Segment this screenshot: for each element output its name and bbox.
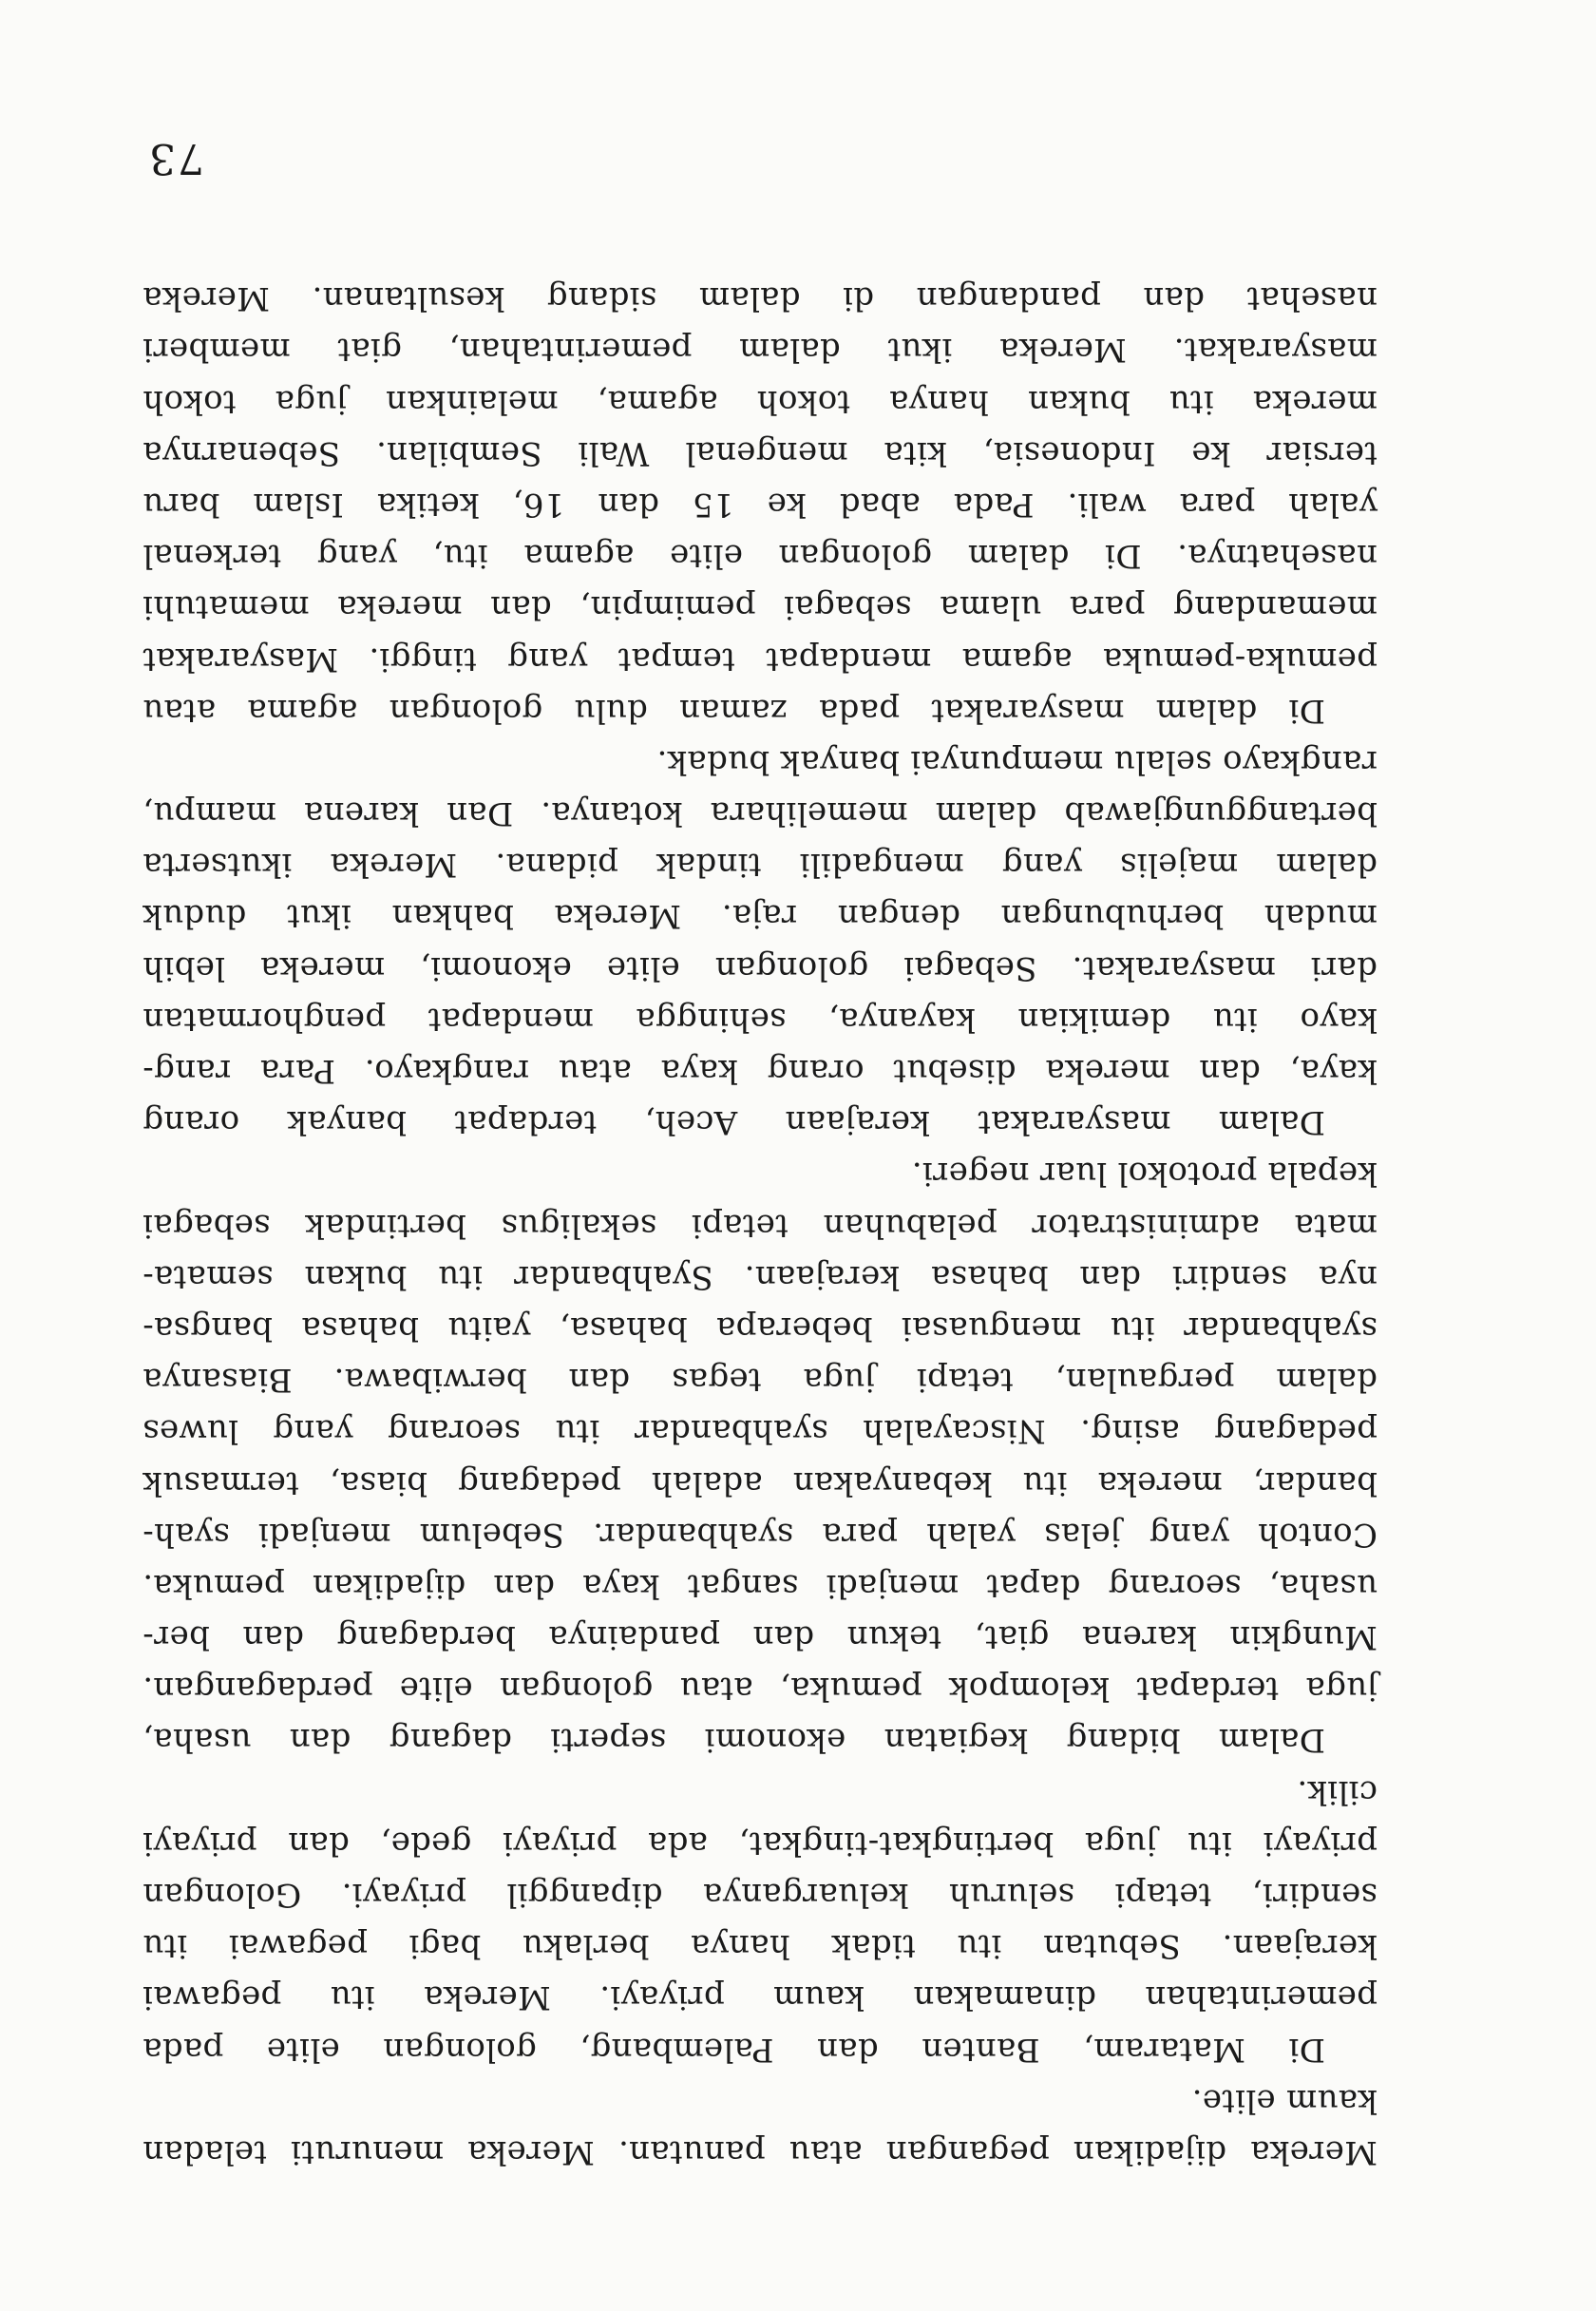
text-line: sendiri, tetapi seluruh keluarganya dipanggil priyayi. Golongan — [142, 1876, 1378, 1915]
text-line: tersiar ke Indonesia, kita mengenal Wali Sembilan. Sebenarnya — [142, 433, 1378, 472]
text-line: nasehat dan pandangan di dalam sidang kesultanan. Mereka — [142, 279, 1378, 318]
text-line: bertanggungjawab dalam memelihara kotanya. Dan karena mampu, — [142, 794, 1378, 833]
page-number: 73 — [147, 134, 204, 182]
text-line: Di Mataram, Banten dan Palembang, golongan elite pada — [142, 2030, 1325, 2069]
text-line: kaum elite. — [1191, 2081, 1378, 2120]
text-line: kerajaan. Sebutan itu tidak hanya berlaku bagi pegawai itu — [142, 1927, 1378, 1966]
text-line: juga terdapat kelompok pemuka, atau golongan elite perdagangan. — [142, 1670, 1378, 1709]
body-text — [142, 273, 1378, 2178]
text-line: rangkayo selalu mempunyai banyak budak. — [656, 742, 1378, 781]
text-line: priyayi itu juga bertingkat-tingkat, ada priyayi gede, dan priyayi — [142, 1824, 1378, 1862]
text-line: kepala protokol luar negeri. — [911, 1155, 1378, 1194]
text-line: nasehatnya. Di dalam golongan elite agama itu, yang terkenal — [142, 537, 1378, 576]
text-line: mereka itu bukan hanya tokoh agama, melainkan juga tokoh — [142, 382, 1378, 421]
text-line: pemuka-pemuka agama mendapat tempat yang tinggi. Masyarakat — [142, 640, 1378, 678]
text-line: Mereka dijadikan pegangan atau panutan. Mereka menuruti teladan — [142, 2133, 1378, 2171]
text-line: dalam majelis yang mengadili tindak pidana. Mereka ikutserta — [142, 846, 1378, 885]
text-line: masyarakat. Mereka ikut dalam pemerintahan, giat memberi — [142, 331, 1378, 370]
text-line: mata administrator pelabuhan tetapi sekaligus bertindak sebagai — [142, 1206, 1378, 1245]
text-line: mudah berhubungan dengan raja. Mereka bahkan ikut duduk — [142, 897, 1378, 936]
text-line: kaya, dan mereka disebut orang kaya atau rangkayo. Para rang- — [142, 1052, 1378, 1091]
text-line: dari masyarakat. Sebagai golongan elite ekonomi, mereka lebih — [142, 948, 1378, 987]
text-line: dalam pergaulan, tetapi juga tegas dan berwibawa. Biasanya — [142, 1361, 1378, 1400]
text-line: nya sendiri dan bahasa kerajaan. Syahbandar itu bukan semata- — [142, 1257, 1378, 1296]
text-line: Di dalam masyarakat pada zaman dulu golongan agama atau — [142, 691, 1325, 730]
text-line: Contoh yang jelas yalah para syahbandar. Sebelum menjadi syah- — [142, 1515, 1378, 1554]
text-line: kayo itu demikian kayanya, sehingga mendapat penghormatan — [142, 1000, 1378, 1039]
text-line: Dalam bidang kegiatan ekonomi seperti dagang dan usaha, — [142, 1721, 1325, 1760]
text-line: Dalam masyarakat kerajaan Aceh, terdapat banyak orang — [142, 1103, 1325, 1142]
text-line: yalah para wali. Pada abad ke 15 dan 16, ketika Islam baru — [142, 486, 1378, 524]
text-line: pemerintahan dinamakan kaum priyayi. Mereka itu pegawai — [142, 1978, 1378, 2017]
text-line: Mungkin karena giat, tekun dan pandainya berdagang dan ber- — [142, 1618, 1378, 1657]
text-line: syahbandar itu menguasai beberapa bahasa, yaitu bahasa bangsa- — [142, 1309, 1378, 1347]
text-line: cilik. — [1297, 1772, 1378, 1811]
text-line: memandang para ulama sebagai pemimpin, dan mereka mematuhi — [142, 588, 1378, 627]
text-line: usaha, seorang dapat menjadi sangat kaya dan dijadikan pemuka. — [142, 1566, 1378, 1605]
text-line: bandar, mereka itu kebanyakan adalah pedagang biasa, termasuk — [142, 1463, 1378, 1502]
text-line: pedagang asing. Niscayalah syahbandar itu seorang yang luwes — [142, 1412, 1378, 1451]
